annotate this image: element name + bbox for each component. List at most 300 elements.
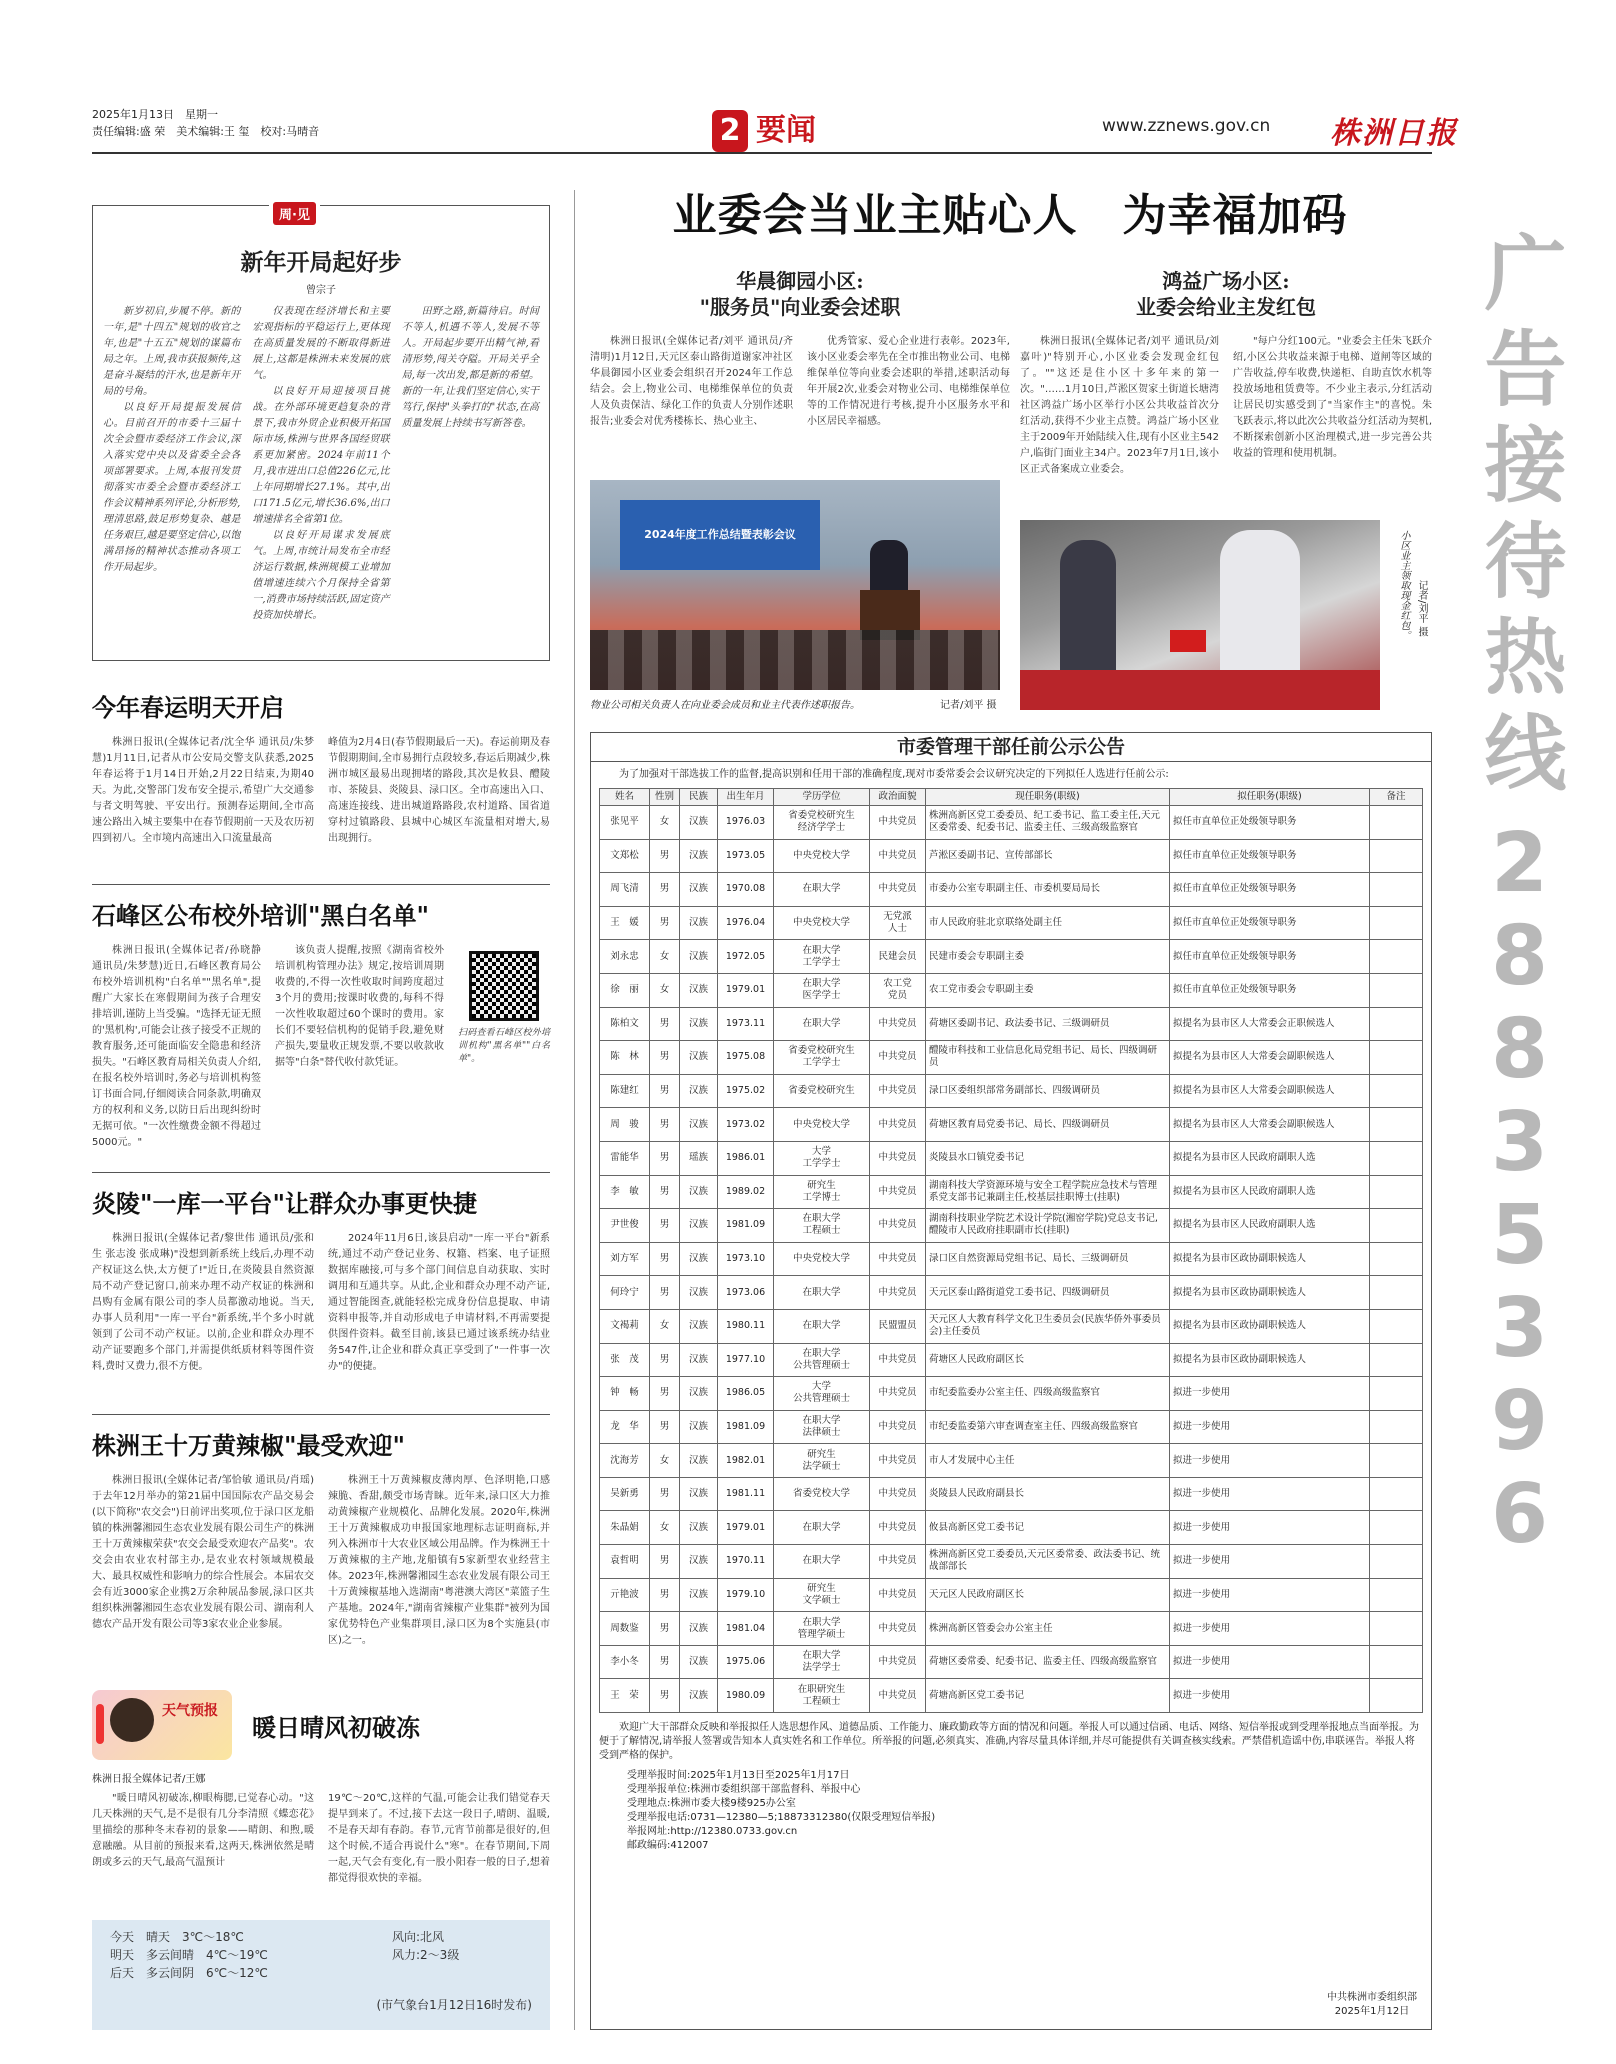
table-cell: 农工党 党员 [870,973,926,1007]
weather-badge-label: 天气预报 [162,1703,218,1719]
contact-line: 受理举报电话:0731—12380—5;18873312380(仅限受理短信举报) [627,1812,936,1824]
table-cell: 汉族 [680,940,718,974]
table-cell: 刘方军 [600,1242,650,1276]
table-cell: 陈 林 [600,1041,650,1075]
article-body: "每户分红100元。"业委会主任朱飞跃介绍,小区公共收益来源于电梯、道闸等区域的广告收益,停车收费,快递柜、自助直饮水机等投放场地租赁费等。不少业主表示,分红活动让居民切实感受到了"当家作主"的喜悦。朱飞跃表示,将以此次公共收益分红活动为契机,不断探索创新小区治理模式,进一步完善公共收益的管理和使用机制。 [1233,336,1432,459]
table-cell: 男 [650,1276,680,1310]
table-cell: 炎陵县水口镇党委书记 [926,1141,1170,1175]
table-cell: 男 [650,1679,680,1713]
table-cell: 湖南科技大学资源环境与安全工程学院应急技术与管理系党支部书记兼副主任,校基层挂职博士(挂职) [926,1175,1170,1209]
table-cell [1370,1007,1423,1041]
table-cell [1370,1645,1423,1679]
ad-text: 广告接待热线 [1471,230,1567,806]
table-cell [1370,1511,1423,1545]
table-cell: 中共党员 [870,1209,926,1243]
article-title: 炎陵"一库一平台"让群众办事更快捷 [92,1189,478,1218]
table-row [600,1007,1423,1041]
table-cell: 市人民政府驻北京联络处副主任 [926,906,1170,940]
table-cell: 汉族 [680,1108,718,1142]
table-cell: 汉族 [680,1343,718,1377]
table-cell: 拟进一步使用 [1170,1477,1370,1511]
table-cell: 荷塘区人民政府副区长 [926,1343,1170,1377]
table-cell [1370,806,1423,840]
table-cell: 中共党员 [870,1477,926,1511]
table-header-cell: 现任职务(职级) [926,789,1170,806]
table-cell: 陈建红 [600,1074,650,1108]
table-cell: 1970.08 [718,873,774,907]
table-cell: 拟提名为县市区人大常委会副职候选人 [1170,1108,1370,1142]
commentary-paragraph: 以良好开局谋求发展底气。上周,市统计局发布全市经济运行数据,株洲规模工业增加值增速连续六个月保持全省第一,消费市场持续活跃,固定资产投资加快增长。 [252,530,390,621]
table-row [600,806,1423,840]
table-cell: 拟提名为县市区人民政府副职人选 [1170,1175,1370,1209]
table-cell: 株洲高新区党工委委员,天元区委常委、政法委书记、统战部部长 [926,1545,1170,1579]
table-cell: 中共党员 [870,1679,926,1713]
table-row [600,1511,1423,1545]
table-cell: 1980.09 [718,1679,774,1713]
table-cell: 在职大学 工学学士 [774,940,870,974]
table-row [600,1645,1423,1679]
article-title: 今年春运明天开启 [92,693,284,722]
table-cell: 汉族 [680,1209,718,1243]
table-cell: 拟任市直单位正处级领导职务 [1170,906,1370,940]
table-cell: 男 [650,1141,680,1175]
article-chunyun [92,688,550,847]
table-cell: 汉族 [680,1511,718,1545]
table-row [600,1612,1423,1646]
table-cell: 1973.10 [718,1242,774,1276]
table-cell: 汉族 [680,1175,718,1209]
table-row [600,1377,1423,1411]
contact-line: 受理地点:株洲市委大楼9楼925办公室 [627,1798,796,1810]
table-cell: 1982.01 [718,1444,774,1478]
table-cell: 在职大学 公共管理硕士 [774,1343,870,1377]
table-cell: 中共党员 [870,1545,926,1579]
commentary-paragraph: 仅表现在经济增长和主要宏观指标的平稳运行上,更体现在高质量发展的不断取得新进展上,这都是株洲未来发展的底气。 [252,306,390,381]
table-row [600,1041,1423,1075]
article-title: 株洲王十万黄辣椒"最受欢迎" [92,1431,406,1460]
table-row [600,1444,1423,1478]
table-cell: 荷塘区委常委、纪委书记、监委主任、四级高级监察官 [926,1645,1170,1679]
table-header-cell: 出生年月 [718,789,774,806]
table-cell: 1979.10 [718,1578,774,1612]
table-cell: 男 [650,1477,680,1511]
table-cell: 省委党校研究生 经济学学士 [774,806,870,840]
article-body: 峰值为2月4日(春节假期最后一天)。春运前期及春节假期期间,全市易拥行点段较多,春运后期减少,株洲市城区最易出现拥堵的路段,其次是攸县、醴陵市、茶陵县、炎陵县、渌口区。全市高速出入口、高速连接线、进出城道路路段,农村道路、国省道穿村过镇路段、县城中心城区车流量相对增大,易出现拥行。 [328,737,550,844]
header-date: 2025年1月13日 星期一 [92,108,218,121]
table-cell: 在职大学 [774,1309,870,1343]
table-cell [1370,1074,1423,1108]
table-cell: 亓艳波 [600,1578,650,1612]
header-editors: 责任编辑:盛 荣 美术编辑:王 玺 校对:马晴音 [92,125,320,138]
article-body: "暖日晴风初破冻,柳眼梅腮,已觉春心动。"这几天株洲的天气,是不是很有几分李清照《蝶恋花》里描绘的那种冬末春初的景象——晴朗、和煦,暖意融融。从目前的预报来看,这两天,株洲依然是晴朗或多云的天气,最高气温预计 [92,1793,314,1868]
table-cell: 汉族 [680,873,718,907]
table-cell: 汉族 [680,1578,718,1612]
table-cell: 1970.11 [718,1545,774,1579]
table-cell: 尹世俊 [600,1209,650,1243]
wind-force: 风力:2～3级 [392,1948,460,1962]
weather-badge [92,1690,232,1760]
commentary-paragraph: 以良好开局迎接项目挑战。在外部环境更趋复杂的背景下,我市外贸企业积极开拓国际市场,株洲与世界各国经贸联系更加紧密。2024年前11个月,我市进出口总值226亿元,比上年同期增长27.1%。其中,出口171.5亿元,增长36.6%,出口增速排名全省第1位。 [252,386,390,525]
forecast-box [92,1920,550,2030]
table-row [600,1276,1423,1310]
table-cell: 中共党员 [870,1074,926,1108]
table-cell: 农工党市委会专职副主委 [926,973,1170,1007]
table-cell: 拟进一步使用 [1170,1377,1370,1411]
table-row [600,1175,1423,1209]
table-cell: 大学 工学学士 [774,1141,870,1175]
table-row [600,1578,1423,1612]
table-cell: 男 [650,1343,680,1377]
table-cell: 钟 畅 [600,1377,650,1411]
table-cell: 1979.01 [718,1511,774,1545]
table-cell: 男 [650,1377,680,1411]
table-cell: 1989.02 [718,1175,774,1209]
table-cell: 拟提名为县市区政协副职候选人 [1170,1242,1370,1276]
table-cell: 瑶族 [680,1141,718,1175]
commentary-paragraph: 新岁初启,步履不停。新的一年,是"十四五"规划的收官之年,也是"十五五"规划的谋篇布局之年。上周,我市获报频传,这是奋斗凝结的汗水,也是新年开局的号角。 [103,306,241,397]
table-row [600,1679,1423,1713]
table-cell: 拟进一步使用 [1170,1410,1370,1444]
table-cell: 中共党员 [870,1645,926,1679]
table-row [600,1141,1423,1175]
table-cell [1370,1679,1423,1713]
red-envelope [1170,630,1206,652]
appointment-table [599,788,1423,1713]
article-body: 株洲日报讯(全媒体记者/沈全华 通讯员/朱梦慧)1月11日,记者从市公安局交警支队获悉,2025年春运将于1月14日开始,2月22日结束,为期40天。为此,交警部门发布安全提示,希望广大交通参与者文明驾驶、平安出行。预测春运期间,全市高速公路出入城主要集中在春节假期前一天及农历初四到初八。全市境内高速出入口流量最高 [92,737,314,844]
section-title: 要闻 [756,113,816,148]
table-cell: 拟进一步使用 [1170,1578,1370,1612]
table-cell [1370,1410,1423,1444]
table-cell: 拟提名为县市区人民政府副职人选 [1170,1141,1370,1175]
article-body: 株洲日报讯(全媒体记者/刘平 通讯员/刘嘉叶)"特别开心,小区业委会发现金红包了。""这还是住小区十多年来的第一次。"……1月10日,芦淞区贺家土街道长塘湾社区鸿益广场小区举行小区公共收益首次分红活动,获得不少业主点赞。鸿益广场小区业主于2009年开始陆续入住,现有小区业主542户,临街门面业主34户。2023年7月1日,该小区正式备案成立业委会。 [1020,336,1219,475]
table-header-cell: 拟任职务(职级) [1170,789,1370,806]
article-lajiao [92,1426,550,1649]
article-body: 株洲日报讯(全媒体记者/邹恰敏 通讯员/肖瑶)于去年12月举办的第21届中国国际农产品交易会(以下简称"农交会")日前评出奖项,位于渌口区龙船镇的株洲馨湘园生态农业发展有限公司生产的株洲王十万黄辣椒荣获"农交会最受欢迎农产品奖"。农交会由农业农村部主办,是农业农村领域规模最大、最具权威性和影响力的综合性展会。本届农交会有近3000家企业携2万余种展品参展,渌口区共组织株洲馨湘园生态农业发展有限公司、湖南利人德农产品开发有限公司等3家农业企业参展。 [92,1475,314,1630]
table-cell: 男 [650,1612,680,1646]
table-cell: 汉族 [680,973,718,1007]
table-cell: 在职大学 [774,1007,870,1041]
article-body: 优秀管家、爱心企业进行表彰。2023年,该小区业委会率先在全市推出物业公司、电梯维保单位等向业委会述职的举措,述职活动每年开展2次,业委会对物业公司、电梯维保单位等的工作情况进行考核,提升小区服务水平和小区居民幸福感。 [807,336,1010,427]
table-cell: 男 [650,1108,680,1142]
photo-credit: 记者/刘平 摄 [940,700,997,711]
table-cell: 渌口区自然资源局党组书记、局长、三级调研员 [926,1242,1170,1276]
table-cell: 汉族 [680,1377,718,1411]
table-cell: 中央党校大学 [774,1242,870,1276]
notice-intro: 为了加强对干部选拔工作的监督,提高识别和任用干部的准确程度,现对市委常委会会议研究决定的下列拟任人选进行任前公示: [619,769,1169,780]
table-cell: 荷塘高新区党工委书记 [926,1679,1170,1713]
table-cell: 在职大学 [774,1276,870,1310]
table-cell: 中共党员 [870,839,926,873]
table-cell: 中共党员 [870,1007,926,1041]
article-shifeng [92,896,550,1151]
table-row [600,906,1423,940]
table-cell: 中共党员 [870,1276,926,1310]
forecast-row: 后天 多云间阴 6℃～12℃ [110,1966,268,1980]
table-cell: 在职大学 法学学士 [774,1645,870,1679]
table-cell: 拟提名为县市区政协副职候选人 [1170,1343,1370,1377]
table-cell: 天元区泰山路街道党工委书记、四级调研员 [926,1276,1170,1310]
ad-phone: 28835396 [1472,816,1567,1560]
table-cell: 在职大学 [774,1545,870,1579]
table-cell: 拟进一步使用 [1170,1679,1370,1713]
table-cell [1370,1041,1423,1075]
table-cell: 1973.11 [718,1007,774,1041]
qr-caption: 扫码查看石峰区校外培训机构"黑名单""白名单"。 [458,1028,550,1064]
table-cell: 朱晶娟 [600,1511,650,1545]
table-cell [1370,1444,1423,1478]
table-cell: 天元区人大教育科学文化卫生委员会(民族华侨外事委员会)主任委员 [926,1309,1170,1343]
table-cell: 汉族 [680,1612,718,1646]
table-cell: 中央党校大学 [774,839,870,873]
table-cell: 中共党员 [870,1612,926,1646]
lead-right-story [1020,268,1432,478]
divider [92,884,550,885]
table-cell [1370,973,1423,1007]
table-cell: 中共党员 [870,1343,926,1377]
table-cell: 1973.02 [718,1108,774,1142]
table-cell: 荷塘区委副书记、政法委书记、三级调研员 [926,1007,1170,1041]
table-cell: 中共党员 [870,1108,926,1142]
table-cell: 女 [650,1511,680,1545]
table-cell: 株洲高新区党工委委员、纪工委书记、监工委主任,天元区委常委、纪委书记、监委主任、三级高级监察官 [926,806,1170,840]
table-cell: 王 媛 [600,906,650,940]
table-row [600,1074,1423,1108]
table-cell: 中央党校大学 [774,906,870,940]
table-header-cell: 备注 [1370,789,1423,806]
table-cell [1370,1242,1423,1276]
table-cell: 市委办公室专职副主任、市委机要局局长 [926,873,1170,907]
table-cell: 拟任市直单位正处级领导职务 [1170,873,1370,907]
table-cell: 在职大学 法律硕士 [774,1410,870,1444]
table-cell: 汉族 [680,906,718,940]
table-cell: 何玲宁 [600,1276,650,1310]
table-cell: 汉族 [680,1242,718,1276]
commentary-box [92,205,550,661]
photo-caption: 物业公司相关负责人在向业委会成员和业主代表作述职报告。 [590,700,860,711]
table-cell: 省委党校研究生 [774,1074,870,1108]
table-cell: 1975.06 [718,1645,774,1679]
appointment-notice [590,732,1432,2030]
table-cell: 拟提名为县市区人大常委会副职候选人 [1170,1074,1370,1108]
avatar [110,1698,154,1742]
signature-org: 中共株洲市委组织部 [1327,1992,1417,2003]
divider [92,1172,550,1173]
table-cell: 天元区人民政府副区长 [926,1578,1170,1612]
table-cell: 1973.05 [718,839,774,873]
table-cell: 市纪委监委第六审查调查室主任、四级高级监察官 [926,1410,1170,1444]
lead-right-subtitle: 鸿益广场小区: [1162,269,1290,293]
table-cell: 湖南科技职业学院艺术设计学院(湘窑学院)党总支书记,醴陵市人民政府挂职副市长(挂职) [926,1209,1170,1243]
table-cell: 株洲高新区管委会办公室主任 [926,1612,1170,1646]
table-cell [1370,1175,1423,1209]
article-byline: 株洲日报全媒体记者/王娜 [92,1774,206,1785]
table-cell: 女 [650,1309,680,1343]
table-cell: 男 [650,1007,680,1041]
lead-headline: 业委会当业主贴心人 为幸福加码 [672,190,1348,241]
table-cell: 女 [650,1444,680,1478]
article-title: 石峰区公布校外培训"黑白名单" [92,901,430,930]
table-cell: 1973.06 [718,1276,774,1310]
table-header-row [600,789,1423,806]
thermometer-icon [96,1704,104,1744]
table-cell: 在职大学 [774,1511,870,1545]
article-body: 2024年11月6日,该县启动"一库一平台"新系统,通过不动产登记业务、权籍、档案、电子证照数据库融接,可与多个部门间信息自动获取、实时调用和互通共享。从此,企业和群众办理不动产证,通过智能图查,就能轻松完成身份信息提取、申请资料申报等,并自动形成电子申请材料,不再需要提供图件资料。截至目前,该县已通过该系统办结业务547件,让企业和群众真正享受到了"一件事一次办"的便捷。 [328,1233,550,1372]
article-body: 19℃～20℃,这样的气温,可能会让我们错觉春天提早到来了。不过,接下去这一段日子,晴朗、温暖,不是春天却有春韵。春节,元宵节前都是很好的,但这个时候,不适合再说什么"寒"。在春节期间,下周一起,天气会有变化,有一股小阳春一般的日子,想着都觉得很欢快的幸福。 [328,1793,550,1884]
table-header-cell: 民族 [680,789,718,806]
table-cell: 1977.10 [718,1343,774,1377]
table-row [600,940,1423,974]
page-number-badge: 2 [712,110,748,152]
table-cell: 男 [650,873,680,907]
divider [92,1414,550,1415]
table-cell [1370,1108,1423,1142]
forecast-row: 明天 多云间晴 4℃～19℃ [110,1948,268,1962]
table-cell: 中央党校大学 [774,1108,870,1142]
table-cell: 拟进一步使用 [1170,1511,1370,1545]
table-cell: 李 敏 [600,1175,650,1209]
contact-line[interactable]: 举报网址:http://12380.0733.gov.cn [627,1826,798,1838]
table-cell: 汉族 [680,839,718,873]
table-cell: 民建市委会专职副主委 [926,940,1170,974]
table-cell: 吴新勇 [600,1477,650,1511]
table-cell: 市纪委监委办公室主任、四级高级监察官 [926,1377,1170,1411]
table-cell: 汉族 [680,1545,718,1579]
table-cell: 文郑松 [600,839,650,873]
table-cell: 王 荣 [600,1679,650,1713]
header-rule [92,152,1432,154]
table-cell: 拟任市直单位正处级领导职务 [1170,973,1370,1007]
table-cell: 拟提名为县市区政协副职候选人 [1170,1309,1370,1343]
table-cell: 中共党员 [870,1410,926,1444]
article-title: 暖日晴风初破冻 [252,1712,420,1742]
table-cell: 男 [650,1578,680,1612]
table-cell: 拟提名为县市区人民政府副职人选 [1170,1209,1370,1243]
table-cell: 芦淞区委副书记、宣传部部长 [926,839,1170,873]
table-cell: 李小冬 [600,1645,650,1679]
table-cell: 拟任市直单位正处级领导职务 [1170,839,1370,873]
table-cell: 1986.01 [718,1141,774,1175]
table-cell [1370,1612,1423,1646]
table-cell [1370,1209,1423,1243]
table-row [600,839,1423,873]
table-cell: 中共党员 [870,1242,926,1276]
table-row [600,1242,1423,1276]
table-row [600,973,1423,1007]
table-cell [1370,906,1423,940]
notice-title: 市委管理干部任前公示公告 [591,733,1431,762]
table-cell: 女 [650,806,680,840]
table-cell: 汉族 [680,806,718,840]
table-cell: 拟任市直单位正处级领导职务 [1170,806,1370,840]
table-cell: 文褐莉 [600,1309,650,1343]
website-link[interactable]: www.zznews.gov.cn [1102,116,1271,136]
article-body: 株洲日报讯(全媒体记者/刘平 通讯员/齐清明)1月12日,天元区泰山路街道谢家冲社区华晨御园小区业委会组织召开2024年工作总结会。会上,物业公司、电梯维保单位的负责人及负责保洁、绿化工作的负责人分别作述职报告;业委会对优秀楼栋长、热心业主、 [590,336,793,427]
table-cell: 袁哲明 [600,1545,650,1579]
table-cell: 刘永忠 [600,940,650,974]
table-cell: 龙 华 [600,1410,650,1444]
table-cell: 研究生 文学硕士 [774,1578,870,1612]
table-cell: 张见平 [600,806,650,840]
table-cell [1370,940,1423,974]
table-cell: 男 [650,839,680,873]
table-cell: 在职大学 [774,873,870,907]
table-cell: 汉族 [680,1444,718,1478]
table-cell: 徐 丽 [600,973,650,1007]
table-cell [1370,1477,1423,1511]
table-cell [1370,1545,1423,1579]
photo-caption-vertical: 小区业主领取现金红包。 [1398,530,1409,640]
table-cell: 拟提名为县市区人大常委会副职候选人 [1170,1041,1370,1075]
table-cell: 周数鉴 [600,1612,650,1646]
lead-left-subtitle: 华晨御园小区: [736,269,864,293]
table-cell: 汉族 [680,1309,718,1343]
table-cell: 汉族 [680,1007,718,1041]
qr-code[interactable] [469,951,539,1021]
table-cell [1370,1276,1423,1310]
banner-screen: 2024年度工作总结暨表彰会议 [620,500,820,570]
commentary-paragraph: 田野之路,新篇待启。时间不等人,机遇不等人,发展不等人。开局起步要开出精气神,看清形势,闯关夺隘。开局关乎全局,每一次出发,都是新的希望。新的一年,让我们坚定信心,实干笃行,保持"头拳打的"状态,在高质量发展上持续书写新答卷。 [401,306,539,429]
lead-left-subtitle: "服务员"向业委会述职 [699,295,901,319]
table-cell: 汉族 [680,1041,718,1075]
table-row [600,873,1423,907]
notice-footer: 欢迎广大干部群众反映和举报拟任人选思想作风、道德品质、工作能力、廉政勤政等方面的情况和问题。举报人可以通过信函、电话、网络、短信举报或到受理举报地点当面举报。为便于了解情况,请举报人签署或告知本人真实姓名和工作单位。所举报的问题,必须真实、准确,内容尽量具体详细,并尽可能提供有关调查核实线索。严禁借机造谣中伤,串联诬告。举报人将受到严格的保护。 [599,1722,1419,1762]
table-cell: 陈柏文 [600,1007,650,1041]
table-cell: 女 [650,973,680,1007]
contact-line: 受理举报时间:2025年1月13日至2025年1月17日 [627,1770,850,1782]
masthead-logo: 株洲日报 [1330,116,1458,151]
table-row [600,1108,1423,1142]
table-cell: 男 [650,1074,680,1108]
table-cell: 无党派 人士 [870,906,926,940]
table-cell: 中共党员 [870,1578,926,1612]
table-cell: 周飞清 [600,873,650,907]
table-cell: 研究生 法学硕士 [774,1444,870,1478]
table-cell: 沈海芳 [600,1444,650,1478]
table-cell [1370,1141,1423,1175]
table-cell: 男 [650,1041,680,1075]
table-cell: 汉族 [680,1645,718,1679]
table-cell: 中共党员 [870,1141,926,1175]
signature-date: 2025年1月12日 [1334,2006,1410,2017]
table-cell: 1986.05 [718,1377,774,1411]
commentary-badge: 周·见 [269,202,320,225]
table-cell: 拟提名为县市区政协副职候选人 [1170,1276,1370,1310]
table-row [600,1209,1423,1243]
red-envelope-photo [1020,520,1380,710]
table-cell [1370,1578,1423,1612]
table-cell: 拟进一步使用 [1170,1444,1370,1478]
meeting-photo [590,480,1000,690]
table-cell: 雷能华 [600,1141,650,1175]
commentary-author: 曾宗子 [306,285,336,296]
table-cell: 炎陵县人民政府副县长 [926,1477,1170,1511]
audience [590,630,1000,690]
article-body: 株洲日报讯(全媒体记者/孙晓静 通讯员/朱梦慧)近日,石峰区教育局公布校外培训机构"白名单""黑名单",提醒广大家长在寒假期间为孩子合理安排培训,谨防上当受骗。"选择无证无照的'黑机构',可能会让孩子接受不正规的教育服务,还可能面临安全隐患和经济损失。"石峰区教育局相关负责人介绍,在报名校外培训时,务必与培训机构签订书面合同,仔细阅读合同条款,明确双方的权利和义务,以防日后出现纠纷时无据可依。"一次性缴费金额不得超过5000元。" [92,945,261,1148]
table-cell [1370,1343,1423,1377]
table-header-cell: 性别 [650,789,680,806]
wind-direction: 风向:北风 [392,1930,445,1944]
table-row [600,1343,1423,1377]
table-header-cell: 学历学位 [774,789,870,806]
article-weather [92,1690,550,1887]
contact-line: 邮政编码:412007 [627,1840,709,1852]
table-cell: 在职大学 工程硕士 [774,1209,870,1243]
table-cell [1370,1377,1423,1411]
article-body: 该负责人提醒,按照《湖南省校外培训机构管理办法》规定,按培训周期收费的,不得一次性收取时间跨度超过3个月的费用;按课时收费的,每科不得一次性收取超过60个课时的费用。家长们不要轻信机构的促销手段,避免财产损失,要量收正规发票,不要以收款收据等"白条"替代收付款凭证。 [275,945,444,1068]
commentary-title: 新年开局起好步 [240,249,402,276]
forecast-source: (市气象台1月12日16时发布) [376,1998,532,2012]
table-row [600,1545,1423,1579]
